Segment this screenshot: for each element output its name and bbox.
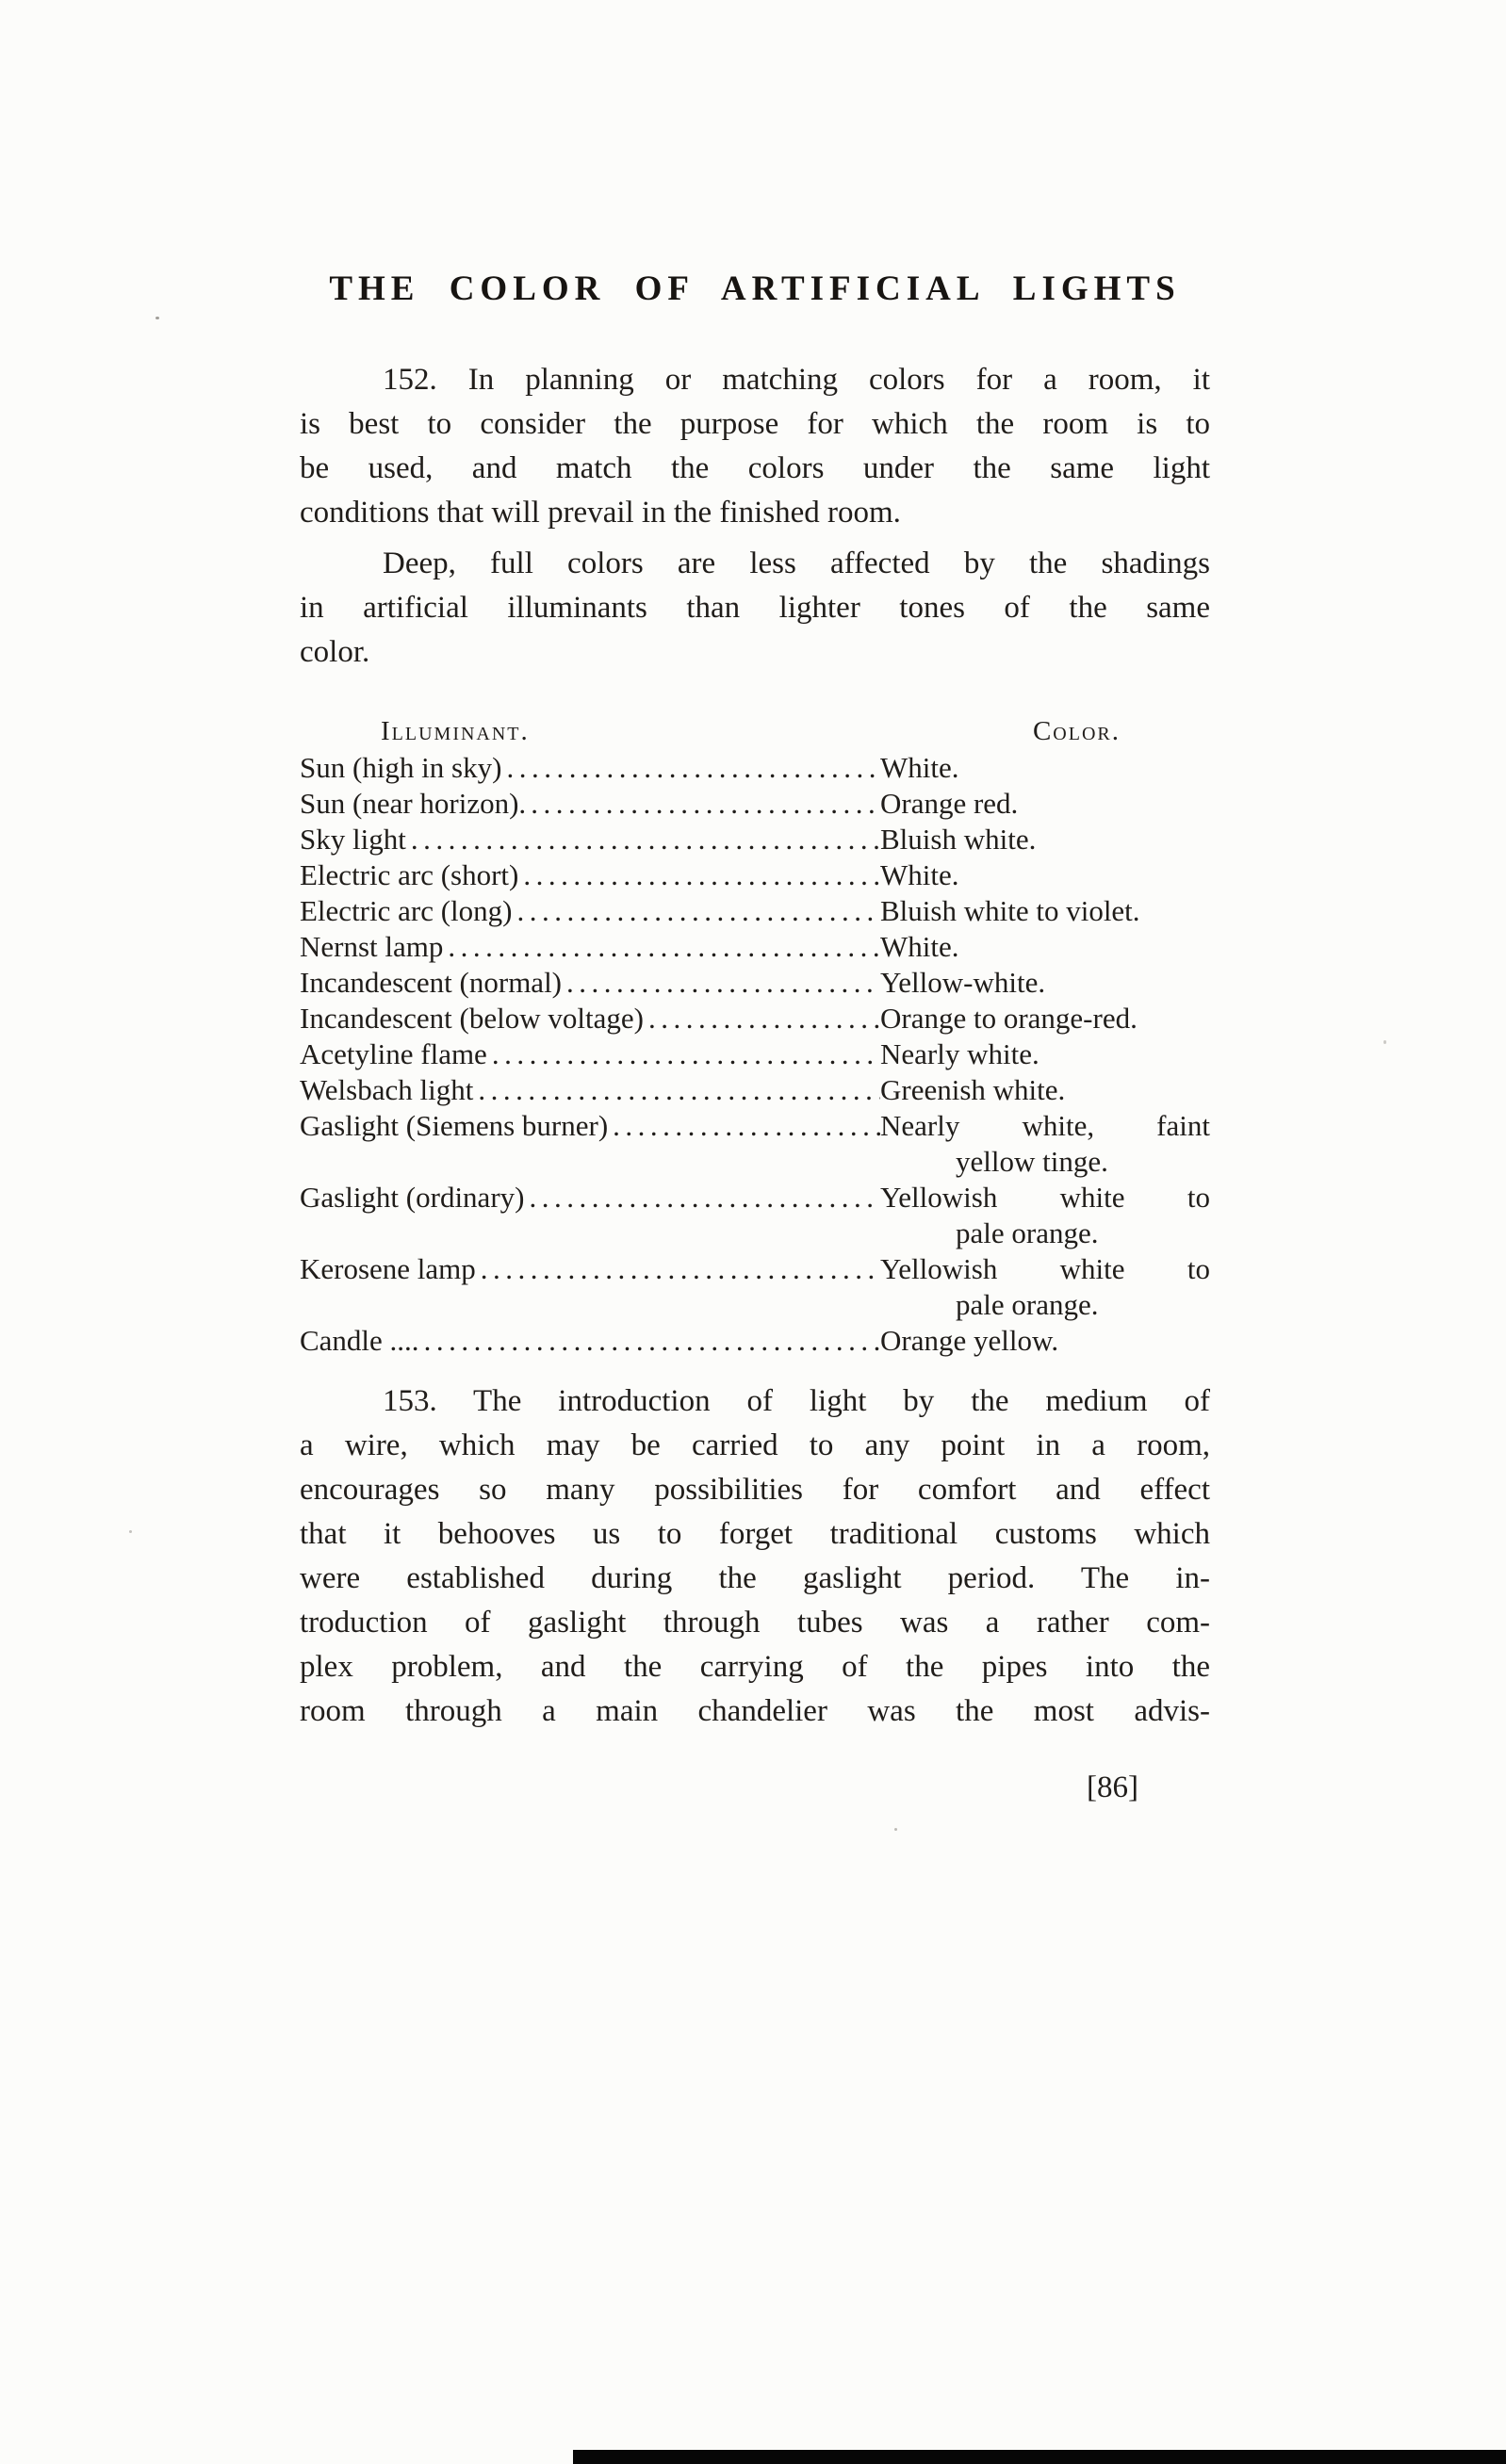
dot-leader: [562, 965, 880, 1001]
text-line: were established during the gaslight period. The in-: [300, 1561, 1210, 1595]
illuminant-name: Electric arc (short): [300, 858, 519, 891]
illuminant-name: Incandescent (normal): [300, 966, 563, 999]
color-line: Orange yellow.: [880, 1324, 1059, 1357]
color-value: [880, 1072, 1210, 1108]
color-value: [880, 1001, 1210, 1036]
illuminant-name: Candle ....: [300, 1324, 419, 1357]
color-line: White.: [880, 930, 959, 963]
color-line: Orange to orange-red.: [880, 1002, 1138, 1035]
text-line: Deep, full colors are less affected by the shadings: [383, 547, 1210, 580]
color-value: [880, 857, 1210, 893]
illuminant-name: Sky light: [300, 823, 406, 856]
color-line: Orange red.: [880, 787, 1019, 820]
color-line: Nearly white.: [880, 1037, 1039, 1070]
table-row: [300, 1323, 1210, 1359]
illuminant-name: Sun (high in sky): [300, 751, 502, 784]
column-header-color: Color.: [1032, 716, 1121, 746]
text-block: [300, 269, 1210, 1810]
paragraph-deep-colors: [300, 542, 1210, 675]
color-line: Yellowish white to: [880, 1252, 1210, 1285]
table-row: [300, 1180, 1210, 1251]
color-line: Nearly white, faint: [880, 1109, 1210, 1142]
column-header-illuminant: Illuminant.: [381, 716, 530, 746]
color-value: [880, 1036, 1210, 1072]
color-value: [880, 929, 1210, 965]
color-line: Yellowish white to: [880, 1181, 1210, 1214]
dot-leader: [644, 1001, 880, 1036]
scan-speck: [156, 317, 159, 319]
dot-leader: [526, 786, 880, 822]
text-line: that it behooves us to forget traditional customs which: [300, 1517, 1210, 1551]
text-line: a wire, which may be carried to any point in a room,: [300, 1428, 1210, 1462]
text-line: 153. The introduction of light by the medium of: [383, 1384, 1210, 1418]
color-line: Yellow-white.: [880, 966, 1046, 999]
dot-leader: [501, 750, 880, 786]
dot-leader: [608, 1108, 880, 1144]
illuminant-name: Gaslight (ordinary): [300, 1181, 525, 1214]
illuminant-name: Welsbach light: [300, 1073, 474, 1106]
illuminant-name: Kerosene lamp: [300, 1252, 476, 1285]
text-line: room through a main chandelier was the most advis-: [300, 1694, 1210, 1728]
illuminant-name: Incandescent (below voltage): [300, 1002, 644, 1035]
table-row: [300, 1251, 1210, 1323]
dot-leader: [419, 1323, 880, 1359]
page-title: THE COLOR OF ARTIFICIAL LIGHTS: [329, 269, 1181, 308]
text-line: plex problem, and the carrying of the pipes into the: [300, 1650, 1210, 1684]
color-value: [880, 822, 1210, 857]
table-row: [300, 1001, 1210, 1036]
table-row: [300, 929, 1210, 965]
color-line: Greenish white.: [880, 1073, 1066, 1106]
dot-leader: [512, 893, 880, 929]
text-line: conditions that will prevail in the finished room.: [300, 496, 901, 530]
color-line: White.: [880, 858, 959, 891]
dot-leader: [406, 822, 880, 857]
text-line: in artificial illuminants than lighter tones of the same: [300, 591, 1210, 625]
text-line: is best to consider the purpose for which the room is to: [300, 407, 1210, 441]
color-value: [880, 1108, 1210, 1180]
illuminant-name: Gaslight (Siemens burner): [300, 1109, 609, 1142]
illuminant-name: Acetyline flame: [300, 1037, 487, 1070]
page-number: [86]: [1087, 1770, 1138, 1804]
table-row: [300, 857, 1210, 893]
dot-leader: [476, 1251, 880, 1287]
scan-speck: [894, 1828, 897, 1831]
text-line: be used, and match the colors under the same light: [300, 451, 1210, 485]
illuminant-color-table: [300, 712, 1210, 1359]
scan-speck: [129, 1530, 132, 1533]
dot-leader: [473, 1072, 880, 1108]
color-line: Bluish white to violet.: [880, 894, 1140, 927]
color-value: [880, 1251, 1210, 1323]
dot-leader: [443, 929, 880, 965]
color-value: [880, 965, 1210, 1001]
scan-artifact-bar: [573, 2450, 1506, 2464]
paragraph-152: [300, 358, 1210, 535]
text-line: troduction of gaslight through tubes was a rather com-: [300, 1606, 1210, 1640]
table-row: [300, 965, 1210, 1001]
text-line: color.: [300, 635, 370, 669]
text-line: 152. In planning or matching colors for a room, it: [383, 363, 1210, 397]
color-line-continued: pale orange.: [956, 1216, 1099, 1249]
illuminant-name: Sun (near horizon).: [300, 787, 527, 820]
text-line: encourages so many possibilities for comfort and effect: [300, 1473, 1210, 1507]
dot-leader: [518, 857, 880, 893]
color-value: [880, 750, 1210, 786]
color-line: Bluish white.: [880, 823, 1037, 856]
table-row: [300, 893, 1210, 929]
table-row: [300, 750, 1210, 786]
color-line-continued: yellow tinge.: [956, 1145, 1108, 1178]
color-line-continued: pale orange.: [956, 1288, 1099, 1321]
dot-leader: [487, 1036, 880, 1072]
color-line: White.: [880, 751, 959, 784]
table-row: [300, 1108, 1210, 1180]
illuminant-name: Nernst lamp: [300, 930, 444, 963]
table-row: [300, 1072, 1210, 1108]
table-row: [300, 822, 1210, 857]
scan-speck: [1383, 1040, 1386, 1044]
illuminant-name: Electric arc (long): [300, 894, 513, 927]
table-row: [300, 786, 1210, 822]
color-value: [880, 893, 1210, 929]
table-row: [300, 1036, 1210, 1072]
table-header-row: [300, 712, 1210, 750]
color-value: [880, 1323, 1210, 1359]
dot-leader: [524, 1180, 880, 1216]
paragraph-153: [300, 1379, 1210, 1734]
color-value: [880, 1180, 1210, 1251]
color-value: [880, 786, 1210, 822]
